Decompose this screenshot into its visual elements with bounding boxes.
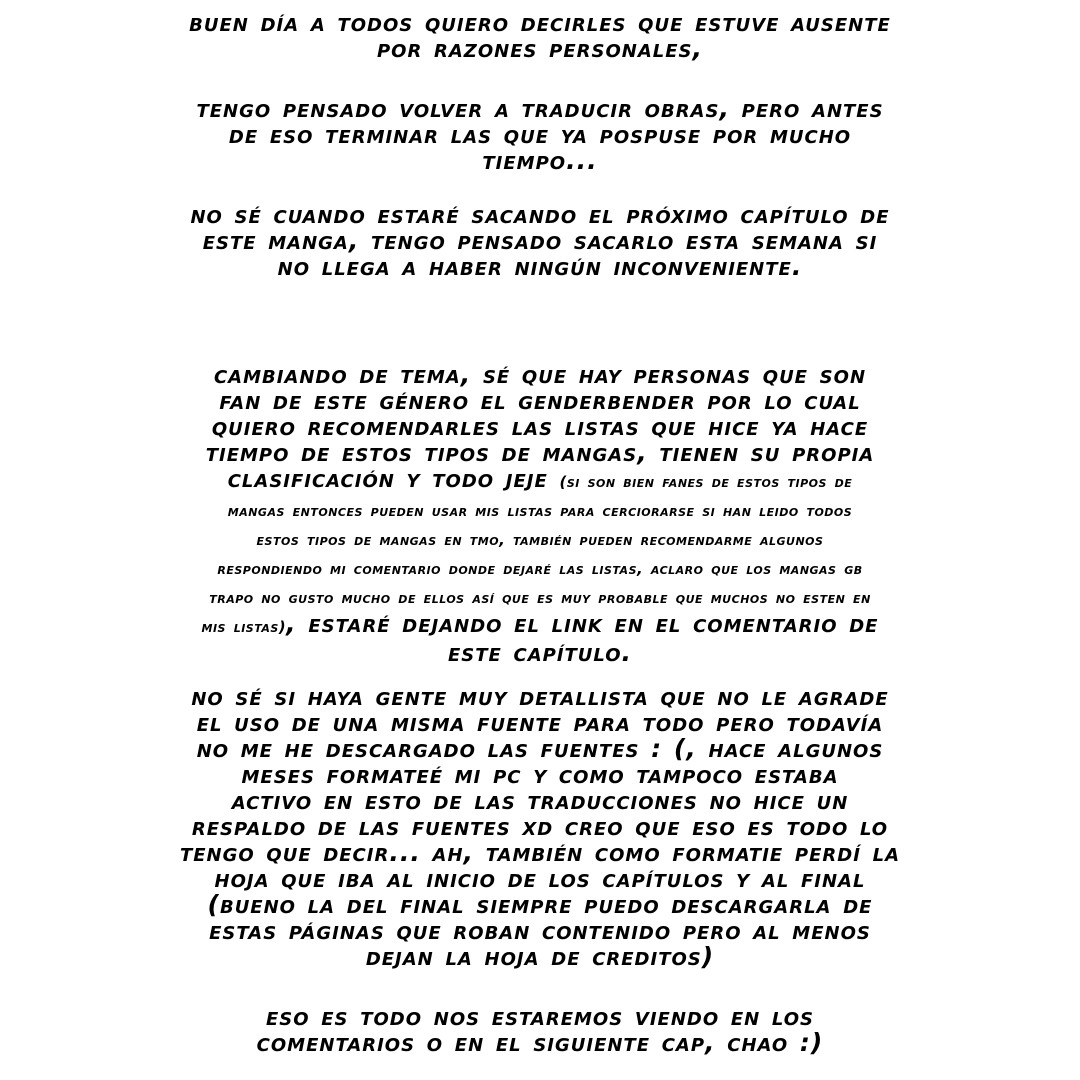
recommendations-note-text: (si son bien fanes de estos tipos de mangas entonces pueden usar mis listas para cerciorarse si han leido todos estos tipos de mangas en tmo, también pueden recomendarme algunos respondiendo mi comentario donde dejaré las listas, aclaro que los mangas gb trapo no gusto mucho de ellos así que es muy probable que muchos no esten en mis listas) [201,473,871,636]
next-chapter-paragraph: no sé cuando estaré sacando el próximo capítulo de este manga, tengo pensado sacarlo esta semana si no llega a haber ningún inconveniente. [190,200,890,281]
plans-paragraph: tengo pensado volver a traducir obras, pero antes de eso terminar las que ya pospuse por mucho tiempo... [196,94,884,175]
fonts-paragraph: no sé si haya gente muy detallista que no le agrade el uso de una misma fuente para todo pero todavía no me he descargado las fuentes : (, hace algunos meses formateé mi pc y como tampoco estaba activo en esto de las traducciones no hice un respaldo de las fuentes xd creo que eso es todo lo tengo que decir... ah, también como formatie perdí la hoja que iba al inicio de los capítulos y al final (bueno la del final siempre puedo descargarla de estas páginas que roban contenido pero al menos dejan la hoja de creditos) [179,682,900,971]
recommendations-end-text: , estaré dejando el link en el comentario de este capítulo. [286,609,879,667]
recommendations-main-text: cambiando de tema, sé que hay personas que son fan de este género el genderbender por lo cual quiero recomendarles las listas que hice ya hace tiempo de estos tipos de mangas, tienen su propia clasificación y todo jeje [205,360,875,493]
greeting-paragraph: buen día a todos quiero decirles que estuve ausente por razones personales, [189,8,891,63]
closing-paragraph: eso es todo nos estaremos viendo en los comentarios o en el siguiente cap, chao :) [256,1002,824,1057]
recommendations-paragraph [30,362,1050,666]
